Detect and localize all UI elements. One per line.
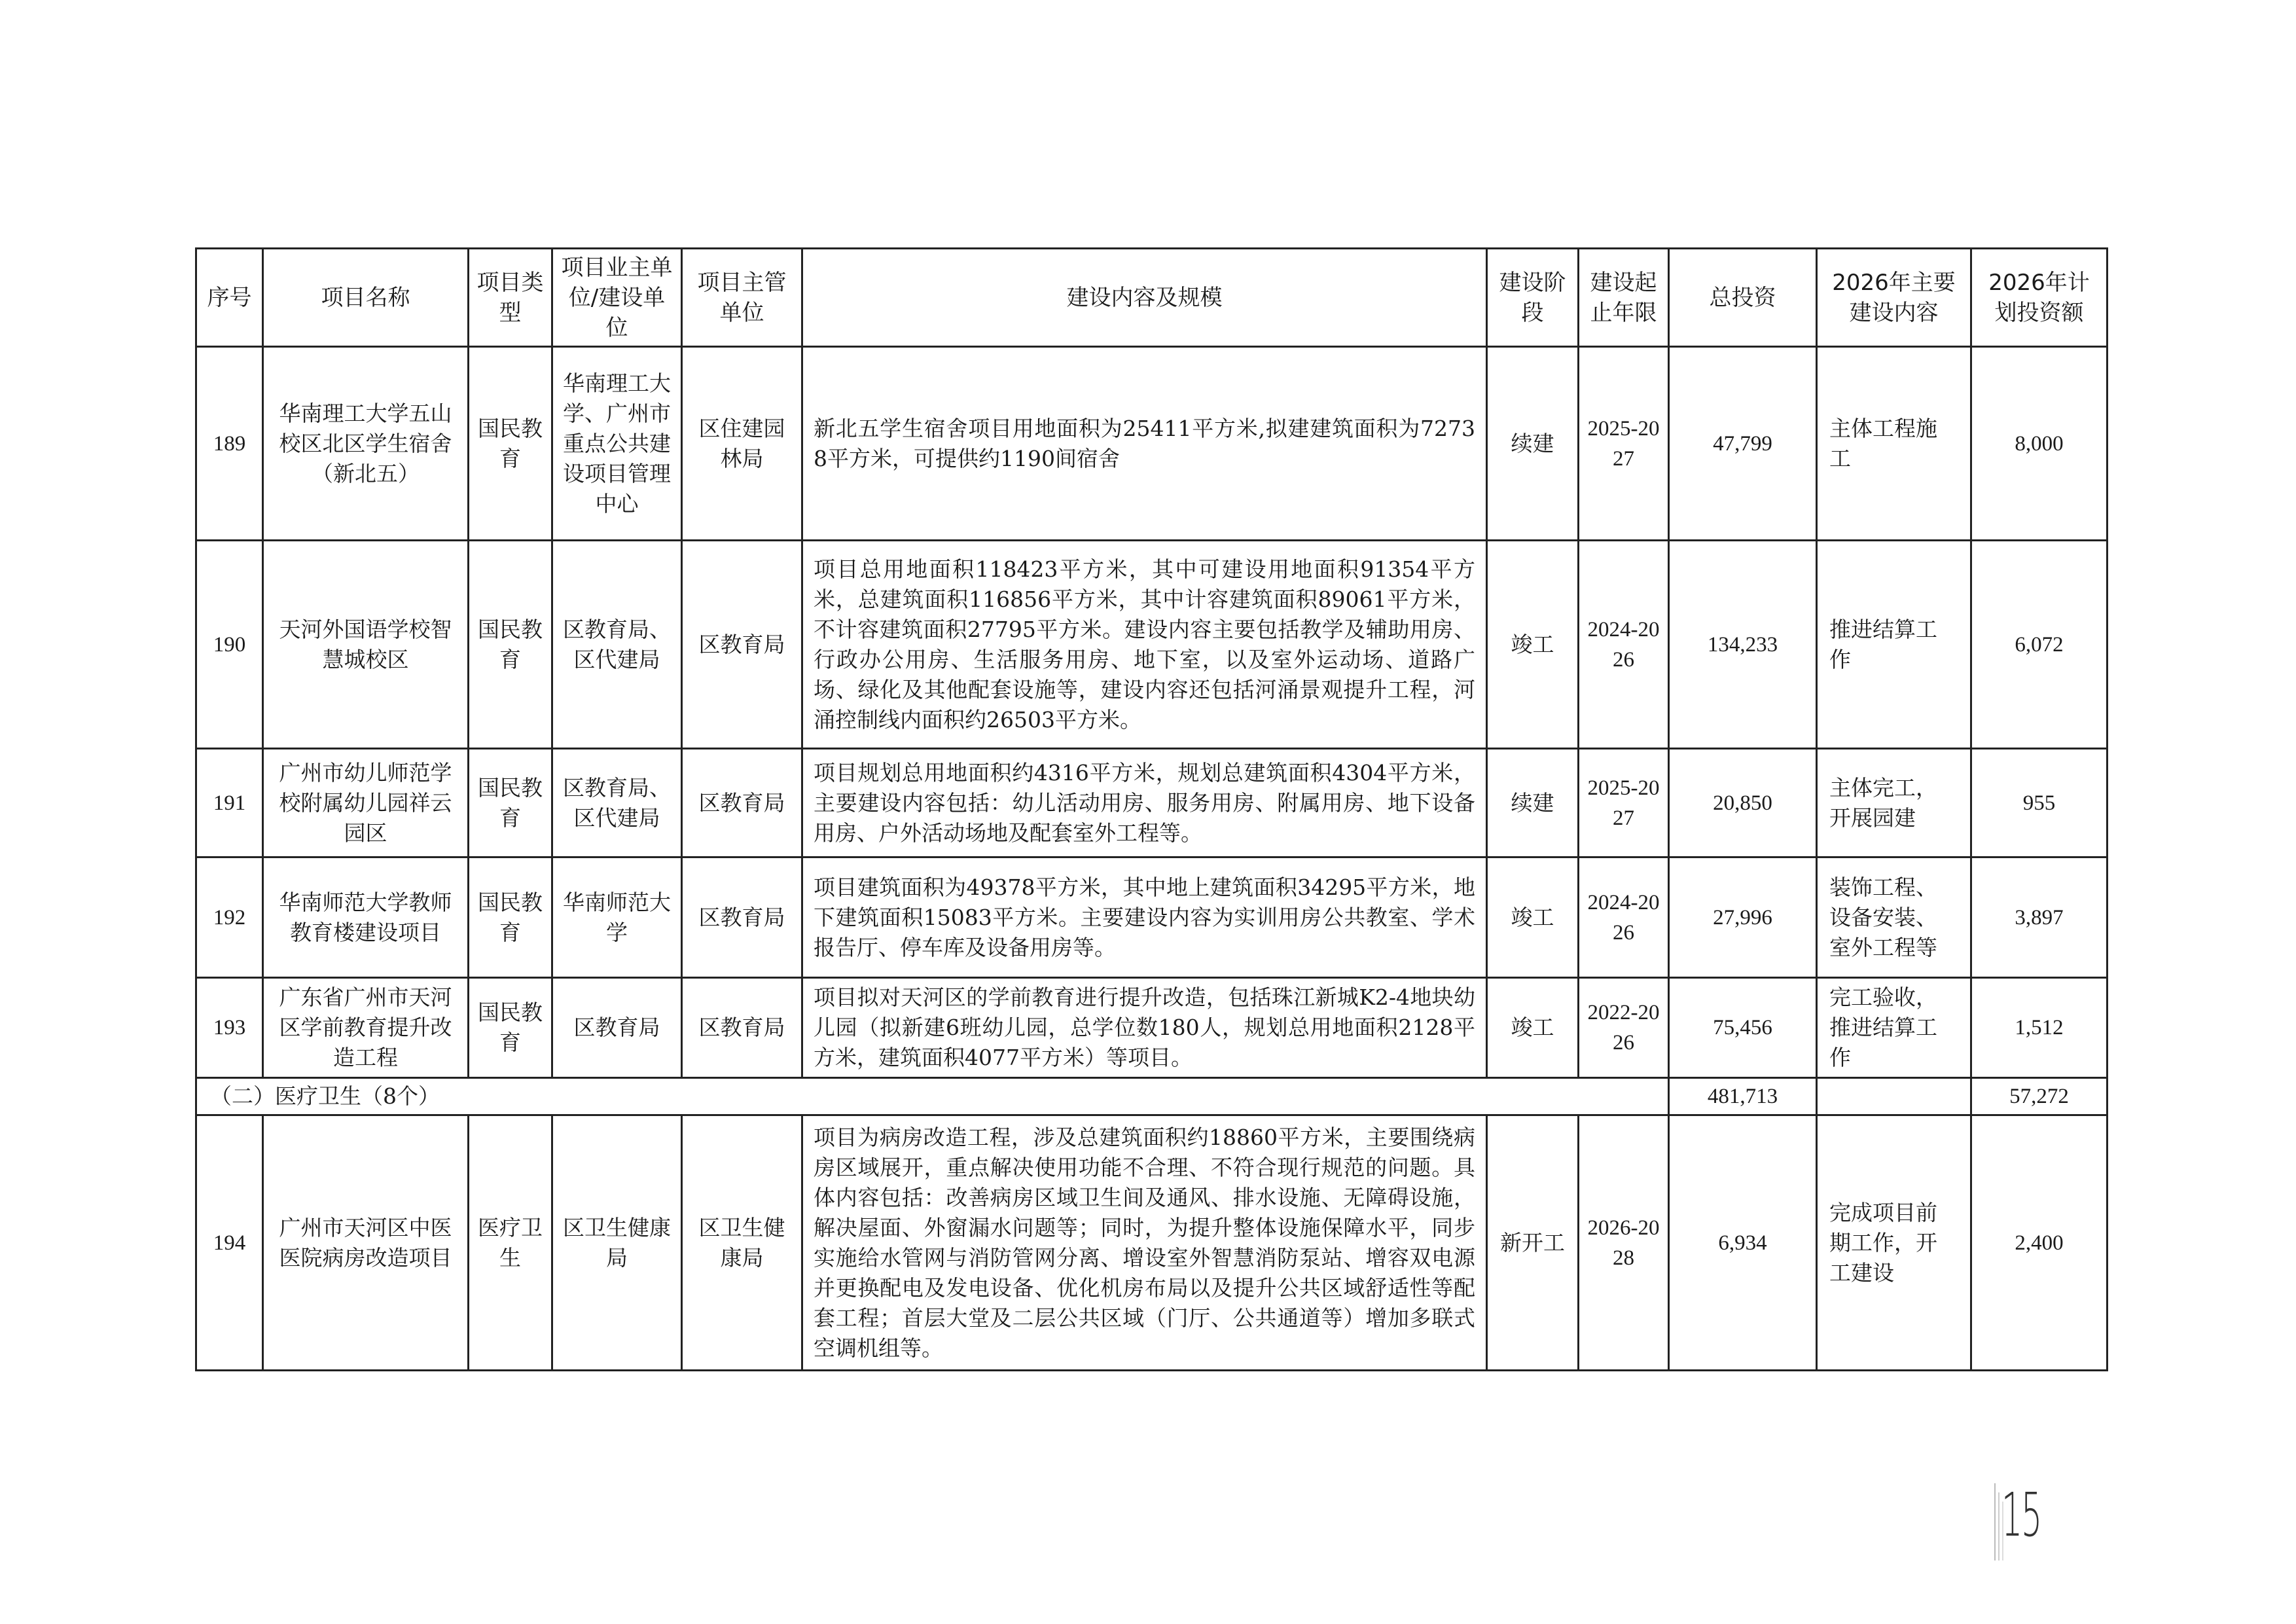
section-row — [196, 1078, 2108, 1115]
row-supervisor: 区教育局 — [682, 978, 802, 1078]
project-table — [195, 247, 2108, 1371]
table-row — [196, 347, 2108, 541]
row-total: 6,934 — [1669, 1115, 1817, 1371]
row-plan-2026: 推进结算工作 — [1817, 541, 1971, 749]
header-plan-2026: 2026年主要建设内容 — [1817, 249, 1971, 347]
row-period: 2024-2026 — [1579, 857, 1669, 978]
row-type: 国民教育 — [469, 857, 552, 978]
row-plan-2026: 完成项目前期工作，开工建设 — [1817, 1115, 1971, 1371]
row-name: 广州市天河区中医医院病房改造项目 — [263, 1115, 469, 1371]
row-total: 75,456 — [1669, 978, 1817, 1078]
row-supervisor: 区教育局 — [682, 749, 802, 857]
row-stage: 竣工 — [1487, 857, 1579, 978]
row-invest-2026: 6,072 — [1971, 541, 2108, 749]
section-label: （二）医疗卫生（8个） — [196, 1078, 1669, 1115]
row-type: 医疗卫生 — [469, 1115, 552, 1371]
row-period: 2024-2026 — [1579, 541, 1669, 749]
row-invest-2026: 2,400 — [1971, 1115, 2108, 1371]
row-name: 广东省广州市天河区学前教育提升改造工程 — [263, 978, 469, 1078]
row-period: 2026-2028 — [1579, 1115, 1669, 1371]
row-content: 项目建筑面积为49378平方米，其中地上建筑面积34295平方米，地下建筑面积15083平方米。主要建设内容为实训用房公共教室、学术报告厅、停车库及设备用房等。 — [802, 857, 1487, 978]
row-content: 新北五学生宿舍项目用地面积为25411平方米,拟建建筑面积为72738平方米，可提供约1190间宿舍 — [802, 347, 1487, 541]
row-content: 项目总用地面积118423平方米，其中可建设用地面积91354平方米，总建筑面积116856平方米，其中计容建筑面积89061平方米，不计容建筑面积27795平方米。建设内容主要包括教学及辅助用房、行政办公用房、生活服务用房、地下室，以及室外运动场、道路广场、绿化及其他配套设施等，建设内容还包括河涌景观提升工程，河涌控制线内面积约26503平方米。 — [802, 541, 1487, 749]
header-content: 建设内容及规模 — [802, 249, 1487, 347]
row-invest-2026: 955 — [1971, 749, 2108, 857]
section-invest-2026: 57,272 — [1971, 1078, 2108, 1115]
row-name: 华南师范大学教师教育楼建设项目 — [263, 857, 469, 978]
row-stage: 续建 — [1487, 749, 1579, 857]
table-row — [196, 1115, 2108, 1371]
row-stage: 新开工 — [1487, 1115, 1579, 1371]
row-invest-2026: 1,512 — [1971, 978, 2108, 1078]
row-index: 189 — [196, 347, 263, 541]
header-stage: 建设阶段 — [1487, 249, 1579, 347]
row-type: 国民教育 — [469, 541, 552, 749]
row-period: 2022-2026 — [1579, 978, 1669, 1078]
row-owner: 华南理工大学、广州市重点公共建设项目管理中心 — [552, 347, 682, 541]
row-period: 2025-2027 — [1579, 749, 1669, 857]
row-supervisor: 区教育局 — [682, 857, 802, 978]
row-index: 192 — [196, 857, 263, 978]
row-invest-2026: 3,897 — [1971, 857, 2108, 978]
row-stage: 竣工 — [1487, 978, 1579, 1078]
row-index: 191 — [196, 749, 263, 857]
row-supervisor: 区卫生健康局 — [682, 1115, 802, 1371]
section-plan-empty — [1817, 1078, 1971, 1115]
row-content: 项目拟对天河区的学前教育进行提升改造，包括珠江新城K2-4地块幼儿园（拟新建6班幼儿园，总学位数180人，规划总用地面积2128平方米，建筑面积4077平方米）等项目。 — [802, 978, 1487, 1078]
row-type: 国民教育 — [469, 978, 552, 1078]
header-owner: 项目业主单位/建设单位 — [552, 249, 682, 347]
row-index: 194 — [196, 1115, 263, 1371]
row-owner: 区教育局、区代建局 — [552, 541, 682, 749]
row-plan-2026: 装饰工程、设备安装、室外工程等 — [1817, 857, 1971, 978]
row-stage: 竣工 — [1487, 541, 1579, 749]
table-row — [196, 749, 2108, 857]
row-supervisor: 区住建园林局 — [682, 347, 802, 541]
header-period: 建设起止年限 — [1579, 249, 1669, 347]
header-total: 总投资 — [1669, 249, 1817, 347]
row-name: 华南理工大学五山校区北区学生宿舍（新北五） — [263, 347, 469, 541]
row-name: 天河外国语学校智慧城校区 — [263, 541, 469, 749]
page-number — [1990, 1479, 2055, 1564]
row-period: 2025-2027 — [1579, 347, 1669, 541]
table-row — [196, 978, 2108, 1078]
header-invest-2026: 2026年计划投资额 — [1971, 249, 2108, 347]
row-index: 193 — [196, 978, 263, 1078]
row-plan-2026: 主体工程施工 — [1817, 347, 1971, 541]
row-content: 项目为病房改造工程，涉及总建筑面积约18860平方米，主要围绕病房区域展开，重点解决使用功能不合理、不符合现行规范的问题。具体内容包括：改善病房区域卫生间及通风、排水设施、无障碍设施，解决屋面、外窗漏水问题等；同时，为提升整体设施保障水平，同步实施给水管网与消防管网分离、增设室外智慧消防泵站、增容双电源并更换配电及发电设备、优化机房布局以及提升公共区域舒适性等配套工程；首层大堂及二层公共区域（门厅、公共通道等）增加多联式空调机组等。 — [802, 1115, 1487, 1371]
header-type: 项目类型 — [469, 249, 552, 347]
section-total: 481,713 — [1669, 1078, 1817, 1115]
table-header-row — [196, 249, 2108, 347]
header-supervisor: 项目主管单位 — [682, 249, 802, 347]
row-plan-2026: 主体完工，开展园建 — [1817, 749, 1971, 857]
row-total: 27,996 — [1669, 857, 1817, 978]
table-row — [196, 857, 2108, 978]
row-name: 广州市幼儿师范学校附属幼儿园祥云园区 — [263, 749, 469, 857]
header-index: 序号 — [196, 249, 263, 347]
row-invest-2026: 8,000 — [1971, 347, 2108, 541]
row-total: 47,799 — [1669, 347, 1817, 541]
header-name: 项目名称 — [263, 249, 469, 347]
row-content: 项目规划总用地面积约4316平方米，规划总建筑面积4304平方米，主要建设内容包括：幼儿活动用房、服务用房、附属用房、地下设备用房、户外活动场地及配套室外工程等。 — [802, 749, 1487, 857]
table-row — [196, 541, 2108, 749]
row-owner: 区教育局、区代建局 — [552, 749, 682, 857]
row-total: 134,233 — [1669, 541, 1817, 749]
row-type: 国民教育 — [469, 347, 552, 541]
row-owner: 华南师范大学 — [552, 857, 682, 978]
row-owner: 区教育局 — [552, 978, 682, 1078]
row-stage: 续建 — [1487, 347, 1579, 541]
row-plan-2026: 完工验收，推进结算工作 — [1817, 978, 1971, 1078]
row-total: 20,850 — [1669, 749, 1817, 857]
page-number-text: 15 — [2001, 1480, 2041, 1550]
row-index: 190 — [196, 541, 263, 749]
row-type: 国民教育 — [469, 749, 552, 857]
row-supervisor: 区教育局 — [682, 541, 802, 749]
row-owner: 区卫生健康局 — [552, 1115, 682, 1371]
